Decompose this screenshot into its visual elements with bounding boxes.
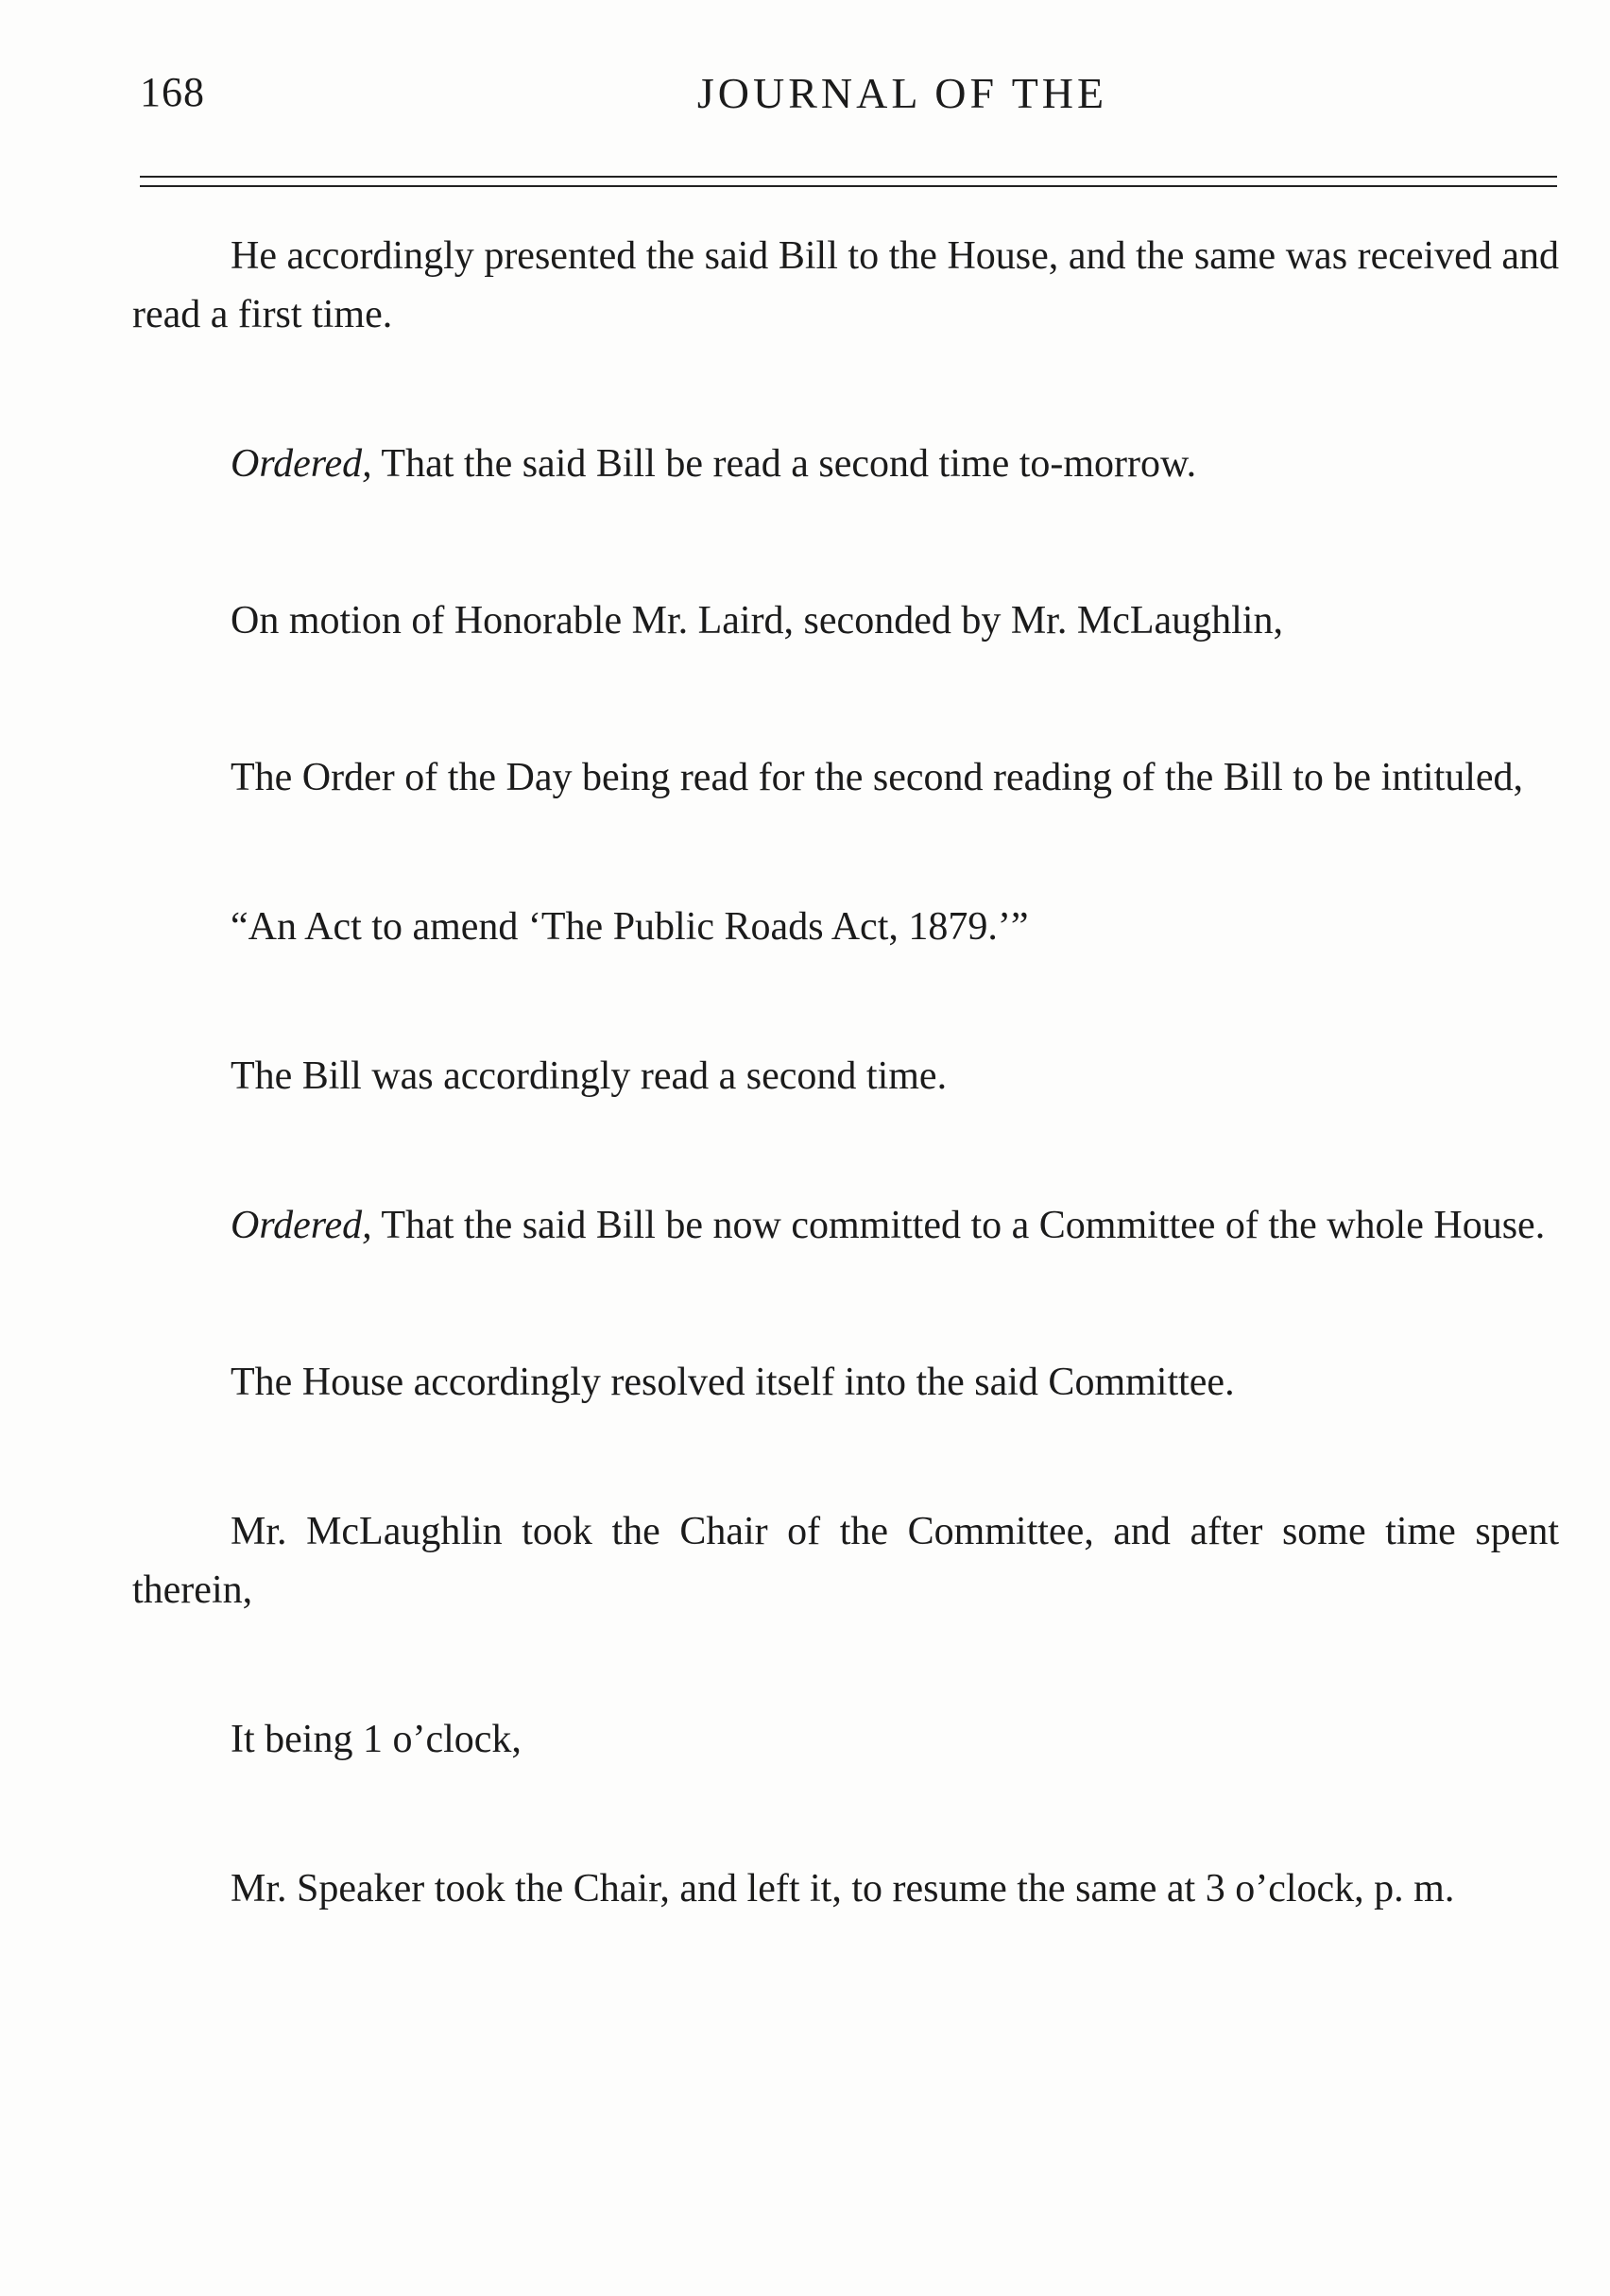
paragraph-text: It being 1 o’clock, xyxy=(231,1718,522,1761)
header-rule-top xyxy=(140,176,1557,178)
paragraph-text: That the said Bill be now committed to a Committee of the whole House. xyxy=(371,1204,1546,1247)
paragraph-text: He accordingly presented the said Bill to the House, and the same was received and read a first time. xyxy=(132,234,1559,336)
page-header xyxy=(132,68,1559,134)
paragraph-one-oclock xyxy=(132,1710,1559,1769)
paragraph-speaker-chair xyxy=(132,1859,1559,1918)
paragraph-ordered-second-reading xyxy=(132,435,1559,493)
paragraph-text: Mr. Speaker took the Chair, and left it, to resume the same at 3 o’clock, p. m. xyxy=(231,1867,1455,1910)
paragraph-lead-italic: Ordered, xyxy=(231,442,372,486)
paragraph-text: The Bill was accordingly read a second time. xyxy=(231,1054,948,1098)
paragraph-chair-committee xyxy=(132,1502,1559,1619)
page-number: 168 xyxy=(140,69,205,115)
paragraph-ordered-committee xyxy=(132,1196,1559,1255)
paragraph-order-of-day xyxy=(132,748,1559,807)
paragraph-lead-italic: Ordered, xyxy=(231,1204,372,1247)
paragraph-text: That the said Bill be read a second time to-morrow. xyxy=(371,442,1197,486)
paragraph-text: Mr. McLaughlin took the Chair of the Committee, and after some time spent therein, xyxy=(132,1510,1559,1612)
header-rule-bottom xyxy=(140,185,1557,187)
paragraph-text: The Order of the Day being read for the second reading of the Bill to be intituled, xyxy=(231,756,1524,799)
paragraph-act-title xyxy=(132,898,1559,956)
journal-body xyxy=(132,227,1559,1918)
paragraph-text: The House accordingly resolved itself into the said Committee. xyxy=(231,1361,1235,1404)
paragraph-house-resolved xyxy=(132,1353,1559,1412)
paragraph-motion xyxy=(132,591,1559,650)
paragraph-second-reading xyxy=(132,1047,1559,1105)
paragraph-text: “An Act to amend ‘The Public Roads Act, 1879.’” xyxy=(231,905,1029,949)
paragraph-presented-bill xyxy=(132,227,1559,344)
paragraph-text: On motion of Honorable Mr. Laird, seconded by Mr. McLaughlin, xyxy=(231,599,1283,643)
running-head: JOURNAL OF THE xyxy=(696,69,1108,117)
